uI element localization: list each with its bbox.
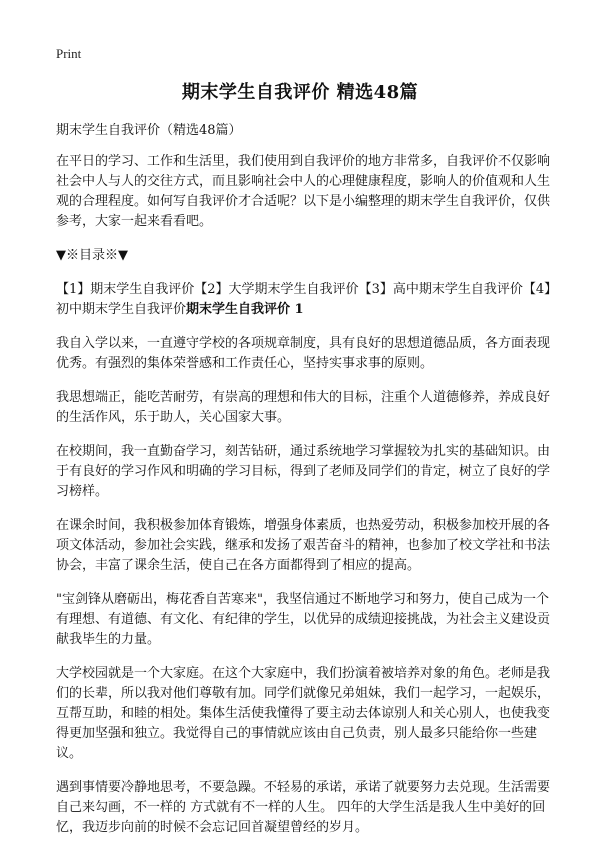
body-paragraph-5: "宝剑锋从磨砺出，梅花香自苦寒来"，我坚信通过不断地学习和努力，使自己成为一个有理想、有道德、有文化、有纪律的学生，以优异的成绩迎接挑战，为社会主义建设贡献我毕生的力量。 [56, 592, 551, 647]
toc-link-2[interactable]: 【2】大学期末学生自我评价 [194, 282, 359, 297]
toc-heading: ▼※目录※▼ [56, 248, 128, 263]
body-paragraph-7: 遇到事情要冷静地思考，不要急躁。不轻易的承诺，承诺了就要努力去兑现。生活需要自己来勾画，不一样的 方式就有不一样的人生。 四年的大学生活是我人生中美好的回忆，我迈步向前的时候不会忘记回首凝望曾经的岁月。 [56, 780, 551, 835]
intro-paragraph: 在平日的学习、工作和生活里，我们使用到自我评价的地方非常多，自我评价不仅影响社会中人与人的交往方式，而且影响社会中人的心理健康程度，影响人的价值观和人生观的合理程度。如何写自我评价才合适呢？以下是小编整理的期末学生自我评价，仅供参考，大家一起来看看吧。 [56, 154, 551, 229]
body-paragraph-6: 大学校园就是一个大家庭。在这个大家庭中，我们扮演着被培养对象的角色。老师是我们的长辈，所以我对他们尊敬有加。同学们就像兄弟姐妹，我们一起学习，一起娱乐，互帮互助，和睦的相处。集体生活使我懂得了要主动去体谅别人和关心别人，也使我变得更加坚强和独立。我觉得自己的事情就应该由自己负责，别人最多只能给你一些建议。 [56, 666, 551, 761]
body-paragraph-3: 在校期间，我一直勤奋学习，刻苦钻研，通过系统地学习掌握较为扎实的基础知识。由于有良好的学习作风和明确的学习目标，得到了老师及同学们的肯定，树立了良好的学习榜样。 [56, 444, 551, 499]
section-1-heading: 期末学生自我评价 1 [186, 302, 304, 317]
toc-link-1[interactable]: 【1】期末学生自我评价 [56, 282, 195, 297]
document-body [56, 121, 552, 852]
body-paragraph-1: 我自入学以来，一直遵守学校的各项规章制度，具有良好的思想道德品质，各方面表现优秀。有强烈的集体荣誉感和工作责任心，坚持实事求事的原则。 [56, 336, 551, 371]
document-title: 期末学生自我评价 精选48篇 [181, 82, 419, 103]
table-of-contents [56, 280, 552, 320]
document-subtitle: 期末学生自我评价（精选48篇） [56, 123, 242, 138]
toc-link-4[interactable]: 【4】初中期末学生自我评价 [56, 282, 551, 317]
print-link[interactable]: Print [56, 46, 82, 61]
body-paragraph-4: 在课余时间，我积极参加体育锻炼，增强身体素质，也热爱劳动，积极参加校开展的各项文体活动，参加社会实践，继承和发扬了艰苦奋斗的精神，也参加了校文学社和书法协会，丰富了课余生活，使自己在各方面都得到了相应的提高。 [56, 518, 551, 573]
toc-link-3[interactable]: 【3】高中期末学生自我评价 [358, 282, 523, 297]
body-paragraph-2: 我思想端正，能吃苦耐劳，有崇高的理想和伟大的目标，注重个人道德修养，养成良好的生活作风，乐于助人，关心国家大事。 [56, 390, 551, 425]
